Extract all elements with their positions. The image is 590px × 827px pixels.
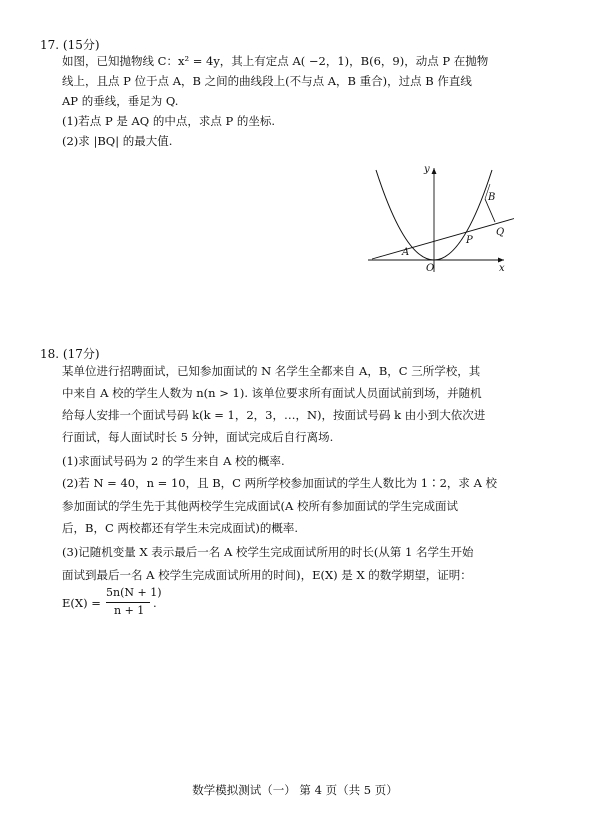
x-axis-arrow — [498, 258, 504, 263]
question-18-part-1: (1)求面试号码为 2 的学生来自 A 校的概率. — [62, 454, 285, 468]
label-b: B — [488, 192, 496, 203]
question-18-part-2-line-2: 参加面试的学生先于其他两校学生完成面试(A 校所有参加面试的学生完成面试 — [62, 499, 458, 513]
question-17-part-2: (2)求 |BQ| 的最大值. — [62, 134, 173, 148]
question-18-part-3: (3)记随机变量 X 表示最后一名 A 校学生完成面试所用的时长(从第 1 名学生开始 — [62, 545, 474, 559]
question-18-part-2-line-3: 后，B，C 两校都还有学生未完成面试)的概率. — [62, 521, 299, 535]
line-ap — [372, 218, 514, 259]
formula-fraction — [106, 586, 162, 620]
label-p: P — [466, 235, 473, 246]
question-18-line-1: 某单位进行招聘面试，已知参加面试的 N 名学生全都来自 A，B，C 三所学校，其 — [62, 364, 481, 378]
y-axis-arrow — [432, 168, 437, 174]
question-17-line-1: 如图，已知抛物线 C：x² = 4y，其上有定点 A( −2，1)，B(6，9)，动点 P 在抛物 — [62, 54, 489, 68]
question-18-line-3: 给每人安排一个面试号码 k(k = 1，2，3，…，N)，按面试号码 k 由小到大依次进 — [62, 408, 486, 422]
page-footer: 数学模拟测试（一） 第 4 页（共 5 页） — [192, 783, 398, 797]
label-a: A — [402, 247, 410, 258]
formula-denominator: n + 1 — [114, 604, 145, 617]
question-18-part-2: (2)若 N = 40，n = 10，且 B，C 两所学校参加面试的学生人数比为 1∶2，求 A 校 — [62, 476, 498, 490]
formula-numerator: 5n(N + 1) — [106, 586, 162, 599]
question-18-line-4: 行面试，每人面试时长 5 分钟，面试完成后自行离场. — [62, 430, 334, 444]
question-17-line-3: AP 的垂线，垂足为 Q. — [62, 94, 179, 108]
label-o: O — [426, 263, 435, 274]
question-18-heading: 18. (17分) — [40, 347, 100, 361]
label-x: x — [499, 263, 505, 274]
label-q: Q — [496, 227, 505, 238]
question-18-line-2: 中来自 A 校的学生人数为 n(n > 1). 该单位要求所有面试人员面试前到场，并随机 — [62, 386, 482, 400]
label-y: y — [424, 164, 430, 175]
question-17-line-2: 线上，且点 P 位于点 A，B 之间的曲线段上(不与点 A，B 重合)，过点 B 作直线 — [62, 74, 472, 88]
formula-lhs: E(X) = — [62, 596, 101, 610]
formula-end: . — [153, 596, 157, 610]
question-17-part-1: (1)若点 P 是 AQ 的中点，求点 P 的坐标. — [62, 114, 276, 128]
fraction-bar — [106, 602, 150, 603]
parabola-figure — [364, 160, 514, 275]
question-17-heading: 17. (15分) — [40, 38, 100, 52]
question-18-part-3-line-2: 面试到最后一名 A 校学生完成面试所用的时间)，E(X) 是 X 的数学期望，证明： — [62, 568, 472, 582]
